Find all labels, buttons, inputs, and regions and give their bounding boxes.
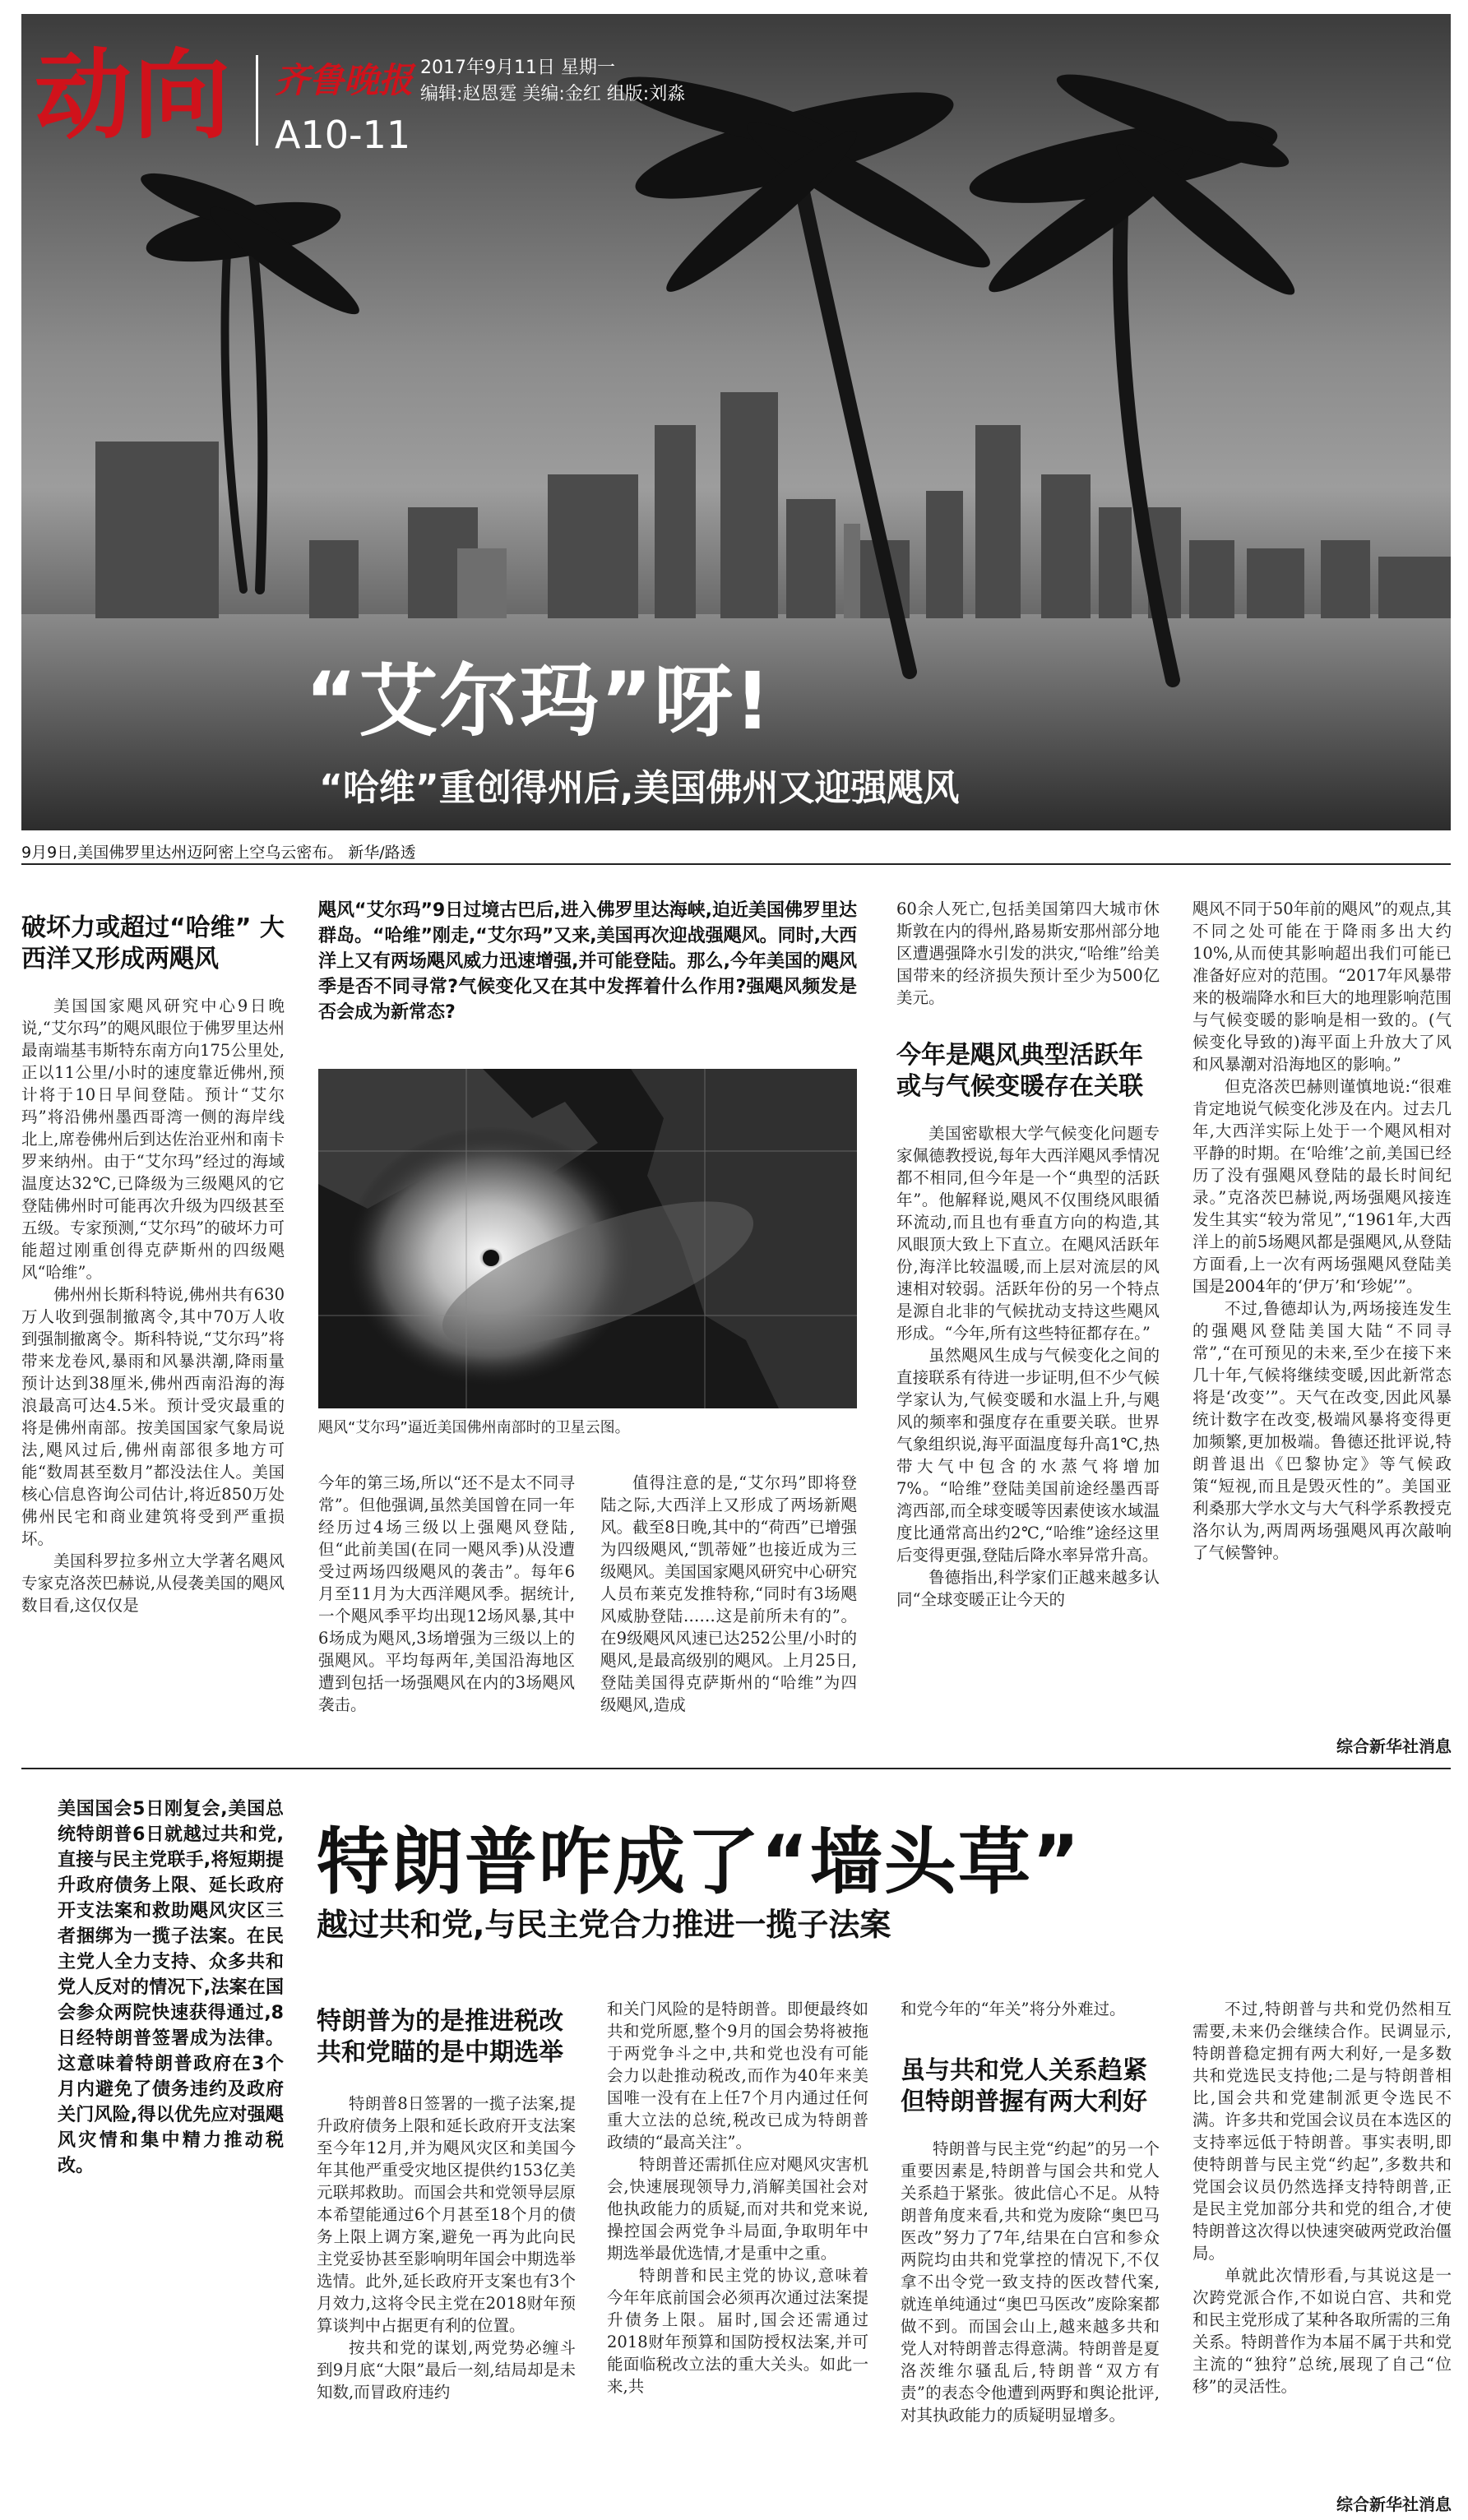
story2-column-c2 xyxy=(901,2138,1160,2426)
edition-number: A10-11 xyxy=(275,113,411,157)
paragraph: 单就此次情形看,与其说这是一次跨党派合作,不如说白宫、共和党和民主党形成了某种各取所需的三角关系。特朗普作为本届不属于共和党主流的“独狩”总统,展现了自己“位移”的灵活性。 xyxy=(1192,2266,1452,2396)
story1-column-4b xyxy=(896,1122,1160,1611)
paragraph: 值得注意的是,“艾尔玛”即将登陆之际,大西洋上又形成了两场新飓风。截至8日晚,其中的“荷西”已增强为四级飓风,“凯蒂娅”也接近成为三级飓风。美国国家飓风研究中心研究人员布莱克发推特称,“同时有3场飓风威胁登陆……这是前所未有的”。在9级飓风风速已达252公里/小时的飓风,是最高级别的飓风。上月25日,登陆美国得克萨斯州的“哈维”为四级飓风,造成 xyxy=(600,1473,858,1714)
paragraph: 美国国家飓风研究中心9日晚说,“艾尔玛”的飓风眼位于佛罗里达州最南端基韦斯特东南方向175公里处,正以11公里/小时的速度靠近佛州,预计将于10日早间登陆。预计“艾尔玛”将沿佛州墨西哥湾一侧的海岸线北上,席卷佛州后到达佐治亚州和南卡罗来纳州。由于“艾尔玛”经过的海域温度达32℃,已降级为三级飓风的它登陆佛州时可能再次升级为四级甚至五级。专家预测,“艾尔玛”的破坏力可能超过刚重创得克萨斯州的四级飓风“哈维”。 xyxy=(21,996,285,1282)
hero-photo xyxy=(21,14,1451,830)
story2-sidebar: 美国国会5日刚复会,美国总统特朗普6日就越过共和党,直接与民主党联手,将短期提升政府债务上限、延长政府开支法案和救助飓风灾区三者捆绑为一揽子法案。在民主党人全力支持、众多共和党人反对的情况下,法案在国会参众两院快速获得通过,8日经特朗普签署成为法律。这意味着特朗普政府在3个月内避免了债务违约及政府关门风险,得以优先应对强飓风灾情和集中精力推动税改。 xyxy=(58,1799,284,2176)
paragraph: 鲁德指出,科学家们正越来越多认同“全球变暖正让今天的 xyxy=(896,1568,1160,1609)
date-line: 2017年9月11日 星期一 xyxy=(420,58,615,78)
paragraph: 不过,特朗普与共和党仍然相互需要,未来仍会继续合作。民调显示,特朗普稳定拥有两大利好,一是多数共和党选民支持他;二是与特朗普相比,国会共和党建制派更令选民不满。许多共和党国会议员在本选区的支持率远低于特朗普。事实表明,即使特朗普与民主党“约起”,多数共和党国会议员仍然选择支持特朗普,正是民主党加部分共和党的组合,才使特朗普这次得以快速突破两党政治僵局。 xyxy=(1192,2000,1452,2263)
paragraph: 不过,鲁德却认为,两场接连发生的强飓风登陆美国大陆“不同寻常”,“在可预见的未来,至少在接下来几十年,气候将继续变暖,因此新常态将是‘改变’”。天气在改变,因此风暴统计数字在改变,极端风暴将变得更加频繁,更加极端。鲁德还批评说,特朗普退出《巴黎协定》等气候政策“短视,而且是毁灭性的”。美国亚利桑那大学水文与大气科学系教授克洛尔认为,两周两场强飓风再次敲响了气候警钟。 xyxy=(1192,1299,1452,1562)
story2-column-d xyxy=(1192,1998,1452,2397)
paragraph: 飓风不同于50年前的飓风”的观点,其不同之处可能在于降雨多出大约10%,从而使其影响超出我们可能已准备好应对的范围。“2017年风暴带来的极端降水和巨大的地理影响范围与气候变暖的影响是相一致的。(气候变化导致的)海平面上升放大了风和风暴潮对沿海地区的影响。” xyxy=(1192,899,1452,1074)
story2-column-a xyxy=(317,2092,576,2403)
masthead-divider xyxy=(256,55,258,146)
story1-credit: 综合新华社消息 xyxy=(1336,1736,1452,1756)
paragraph: 特朗普还需抓住应对飓风灾害机会,快速展现领导力,消解美国社会对他执政能力的质疑,而对共和党来说,操控国会两党争斗局面,争取明年中期选举最优选情,才是重中之重。 xyxy=(607,2155,868,2263)
paragraph: 佛州州长斯科特说,佛州共有630万人收到强制撤离令,其中70万人收到强制撤离令。斯科特说,“艾尔玛”将带来龙卷风,暴雨和风暴洪潮,降雨量预计达到38厘米,佛州西南沿海的海浪最高可达4.5米。预计受灾最重的将是佛州南部。按美国国家气象局说法,飓风过后,佛州南部很多地方可能“数周甚至数月”都没法住人。美国核心信息咨询公司估计,将近850万处佛州民宅和商业建筑将受到严重损坏。 xyxy=(21,1285,285,1548)
story1-subhead-1: 破坏力或超过“哈维” 大西洋又形成两飓风 xyxy=(21,913,285,973)
story-divider xyxy=(21,1768,1451,1769)
photo-caption: 9月9日,美国佛罗里达州迈阿密上空乌云密布。 新华/路透 xyxy=(21,844,416,862)
paragraph: 但克洛茨巴赫则谨慎地说:“很难肯定地说气候变化涉及在内。过去几年,大西洋实际上处于一个飓风相对平静的时期。在‘哈维’之前,美国已经历了没有强飓风登陆的最长时间纪录。”克洛茨巴赫说,两场强飓风接连发生其实“较为常见”,“1961年,大西洋上的前5场飓风都是强飓风,从登陆方面看,上一次有两场强飓风登陆美国是2004年的‘伊万’和‘珍妮’”。 xyxy=(1192,1077,1452,1296)
paragraph: 和党今年的“年关”将分外难过。 xyxy=(901,2000,1126,2018)
paragraph: 按共和党的谋划,两党势必缠斗到9月底“大限”最后一刻,结局却是未知数,而冒政府违约 xyxy=(317,2338,576,2402)
paragraph: 美国科罗拉多州立大学著名飓风专家克洛茨巴赫说,从侵袭美国的飓风数目看,这仅仅是 xyxy=(21,1551,285,1615)
masthead-meta xyxy=(420,55,685,108)
hurricane-satellite-image xyxy=(318,1069,857,1408)
story2-column-b xyxy=(607,1998,868,2397)
story2-headline: 特朗普咋成了“墙头草” xyxy=(317,1819,1081,1904)
paragraph: 特朗普与民主党“约起”的另一个重要因素是,特朗普与国会共和党人关系趋于紧张。彼此信心不足。从特朗普角度来看,共和党为废除“奥巴马医改”努力了7年,结果在白宫和参众两院均由共和党掌控的情况下,不仅拿不出令党一致支持的医改替代案,就连单纯通过“奥巴马医改”废除案都做不到。而国会山上,越来越多共和党人对特朗普志得意满。特朗普是夏洛茨维尔骚乱后,特朗普“双方有责”的表态令他遭到两野和舆论批评,对其执政能力的质疑明显增多。 xyxy=(901,2139,1160,2425)
story1-column-1 xyxy=(21,995,285,1616)
story1-lead: 飓风“艾尔玛”9日过境古巴后,进入佛罗里达海峡,迫近美国佛罗里达群岛。“哈维”刚走,“艾尔玛”又来,美国再次迎战强飓风。同时,大西洋上又有两场飓风威力迅速增强,并可能登陆。那么,今年美国的飓风季是否不同寻常?气候变化又在其中发挥着什么作用?强飓风频发是否会成为新常态? xyxy=(318,900,857,1023)
newspaper-logo: 齐鲁晚报 xyxy=(275,60,414,100)
story1-column-5 xyxy=(1192,898,1452,1564)
paragraph: 60余人死亡,包括美国第四大城市休斯敦在内的得州,路易斯安那州部分地区遭遇强降水引发的洪灾,“哈维”给美国带来的经济损失预计至少为500亿美元。 xyxy=(896,899,1160,1007)
story1-subhead-2: 今年是飓风典型活跃年 或与气候变暖存在关联 xyxy=(896,1041,1143,1101)
paragraph: 和关门风险的是特朗普。即便最终如共和党所愿,整个9月的国会势将被拖于两党争斗之中,共和党也没有可能会力以赴推动税改,而作为40年来美国唯一没有在上任7个月内通过任何重大立法的总统,税改已成为特朗普政绩的“最高关注”。 xyxy=(607,2000,868,2152)
paragraph: 虽然飓风生成与气候变化之间的直接联系有待进一步证明,但不少气候学家认为,气候变暖和水温上升,与飓风的频率和强度存在重要关联。世界气象组织说,海平面温度每升高1℃,热带大气中包含的水蒸气将增加7%。“哈维”登陆美国前途经墨西哥湾西部,而全球变暖等因素使该水域温度比通常高出约2℃,“哈维”途经这里后变得更强,登陆后降水率异常升高。 xyxy=(896,1346,1160,1565)
section-title: 动向 xyxy=(35,39,233,152)
hero-subheadline: “哈维”重创得州后,美国佛州又迎强飓风 xyxy=(319,767,960,809)
paragraph: 特朗普8日签署的一揽子法案,提升政府债务上限和延长政府开支法案至今年12月,并为飓风灾区和美国今年其他严重受灾地区提供约153亿美元联邦救助。而国会共和党领导层原本希望能通过6个月甚至18个月的债务上限上调方案,避免一再为此向民主党妥协甚至影响明年国会中期选举选情。此外,延长政府开支案也有3个月效力,这将令民主党在2018财年预算谈判中占据更有利的位置。 xyxy=(317,2094,576,2335)
story1-column-4 xyxy=(896,898,1160,1009)
staff-line: 编辑:赵恩霆 美编:金红 组版:刘淼 xyxy=(420,84,686,104)
story1-column-3 xyxy=(600,1472,857,1716)
story2-credit: 综合新华社消息 xyxy=(1336,2495,1452,2514)
satellite-caption: 飓风“艾尔玛”逼近美国佛州南部时的卫星云图。 xyxy=(318,1419,630,1436)
story2-subheadline: 越过共和党,与民主党合力推进一揽子法案 xyxy=(317,1907,891,1943)
paragraph: 特朗普和民主党的协议,意味着今年年底前国会必须再次通过法案提升债务上限。届时,国会还需通过2018财年预算和国防授权法案,并可能面临税改立法的重大关头。如此一来,共 xyxy=(607,2266,868,2396)
divider xyxy=(21,863,1451,865)
paragraph: 今年的第三场,所以“还不是太不同寻常”。但他强调,虽然美国曾在同一年经历过4场三级以上强飓风登陆,但“此前美国(在同一飓风季)从没遭受过两场四级飓风的袭击”。每年6月至11月为大西洋飓风季。据统计,一个飓风季平均出现12场风暴,其中6场成为飓风,3场增强为三级以上的强飓风。平均每两年,美国沿海地区遭到包括一场强飓风在内的3场飓风袭击。 xyxy=(318,1473,575,1714)
hero-headline: “艾尔玛”呀! xyxy=(305,655,772,747)
story2-column-c xyxy=(901,1998,1160,2020)
story1-column-2 xyxy=(318,1472,575,1716)
paragraph: 美国密歇根大学气候变化问题专家佩德教授说,每年大西洋飓风季情况都不相同,但今年是一个“典型的活跃年”。他解释说,飓风不仅围绕风眼循环流动,而且也有垂直方向的构造,其风眼顶大致上下直立。在飓风活跃年份,海洋比较温暖,而上层对流层的风速相对较弱。活跃年份的另一个特点是源自北非的气候扰动支持这些飓风形成。“今年,所有这些特征都存在。” xyxy=(896,1124,1160,1343)
story2-subhead-1: 特朗普为的是推进税改 共和党瞄的是中期选举 xyxy=(317,2007,563,2067)
story2-subhead-2: 虽与共和党人关系趋紧 但特朗普握有两大利好 xyxy=(901,2056,1147,2116)
